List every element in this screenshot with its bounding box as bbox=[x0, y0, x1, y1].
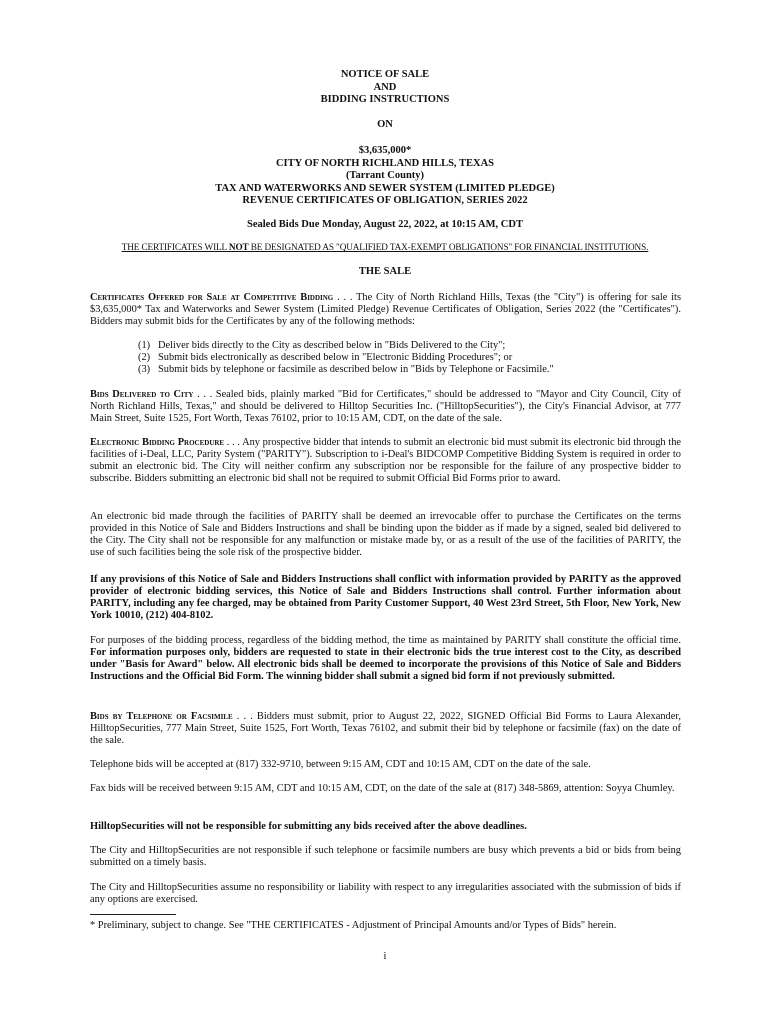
issue-title-block bbox=[0, 145, 770, 208]
notice-not: NOT bbox=[228, 242, 249, 252]
heading-bids-delivered: Bids Delivered to City bbox=[90, 389, 194, 400]
page-number: i bbox=[383, 951, 387, 962]
offered-body: . . . The City of North Richland Hills, Texas (the "City") is offering for sale its $3,635,000* Tax and Waterworks and Sewer System (Limited Pledge) Revenue Certificates of Obligation, Series 2022 (the "Certificates"). Bidders may submit bids for the Certificates by any of the following methods: bbox=[90, 292, 681, 328]
footnote-divider bbox=[90, 914, 176, 915]
list-item-text: Deliver bids directly to the City as described below in "Bids Delivered to the City"; bbox=[158, 340, 506, 351]
paragraph-bids-delivered bbox=[90, 389, 681, 425]
list-item-text: Submit bids electronically as described below in "Electronic Bidding Procedures"; or bbox=[158, 352, 513, 364]
paragraph-fax-hours: Fax bids will be received between 9:15 AM, CDT and 10:15 AM, CDT, on the date of the sale at (817) 348-5869, attention: Soyya Chumley. bbox=[90, 783, 675, 794]
delivered-body: . . . Sealed bids, plainly marked "Bid for Certificates," should be addressed to "Mayor and City Council, City of North Richland Hills, Texas," and should be delivered to Hilltop Securities Inc. ("HilltopSecurities"), the City's Financial Advisor, at 777 Main Street, Suite 1525, Fort Worth, Texas 76102, prior to 10:15 AM, CDT, on the date of the sale. bbox=[90, 389, 682, 425]
heading-electronic-bidding: Electronic Bidding Procedure bbox=[90, 437, 225, 448]
paragraph-busy-numbers: The City and HilltopSecurities are not responsible if such telephone or facsimile numbers are busy which prevents a bid or bids from being submitted on a timely basis. bbox=[90, 845, 681, 869]
paragraph-irrevocable-offer: An electronic bid made through the facilities of PARITY shall be deemed an irrevocable offer to purchase the Certificates on the terms provided in this Notice of Sale and Bidders Instructions and shall be binding upon the bidder as if made by a signed, sealed bid delivered to the City. The City shall not be responsible for any malfunction or mistake made by, or as a result of the use of the facilities of PARITY, the use of such facilities being the sole risk of the prospective bidder. bbox=[90, 511, 681, 559]
notice-post: BE DESIGNATED AS "QUALIFIED TAX-EXEMPT OBLIGATIONS" FOR FINANCIAL INSTITUTIONS. bbox=[248, 242, 649, 252]
footnote-preliminary: * Preliminary, subject to change. See "THE CERTIFICATES - Adjustment of Principal Amounts and/or Types of Bids" herein. bbox=[90, 920, 617, 931]
official-time-bold: For information purposes only, bidders are requested to state in their electronic bids the true interest cost to the City, as described under "Basis for Award" below. All electronic bids shall be deemed to incorporate the provisions of this Notice of Sale and Bidders Instructions and the Official Bid Form. The winning bidder shall submit a signed bid form if not previously submitted. bbox=[90, 647, 681, 683]
issuer-name: CITY OF NORTH RICHLAND HILLS, TEXAS bbox=[275, 157, 495, 169]
paragraph-telephone-hours: Telephone bids will be accepted at (817) 332-9710, between 9:15 AM, CDT and 10:15 AM, CDT on the date of the sale. bbox=[90, 759, 591, 770]
notice-pre: THE CERTIFICATES WILL bbox=[121, 242, 229, 252]
paragraph-parity-conflict: If any provisions of this Notice of Sale and Bidders Instructions shall conflict with information provided by PARITY as the approved provider of electronic bidding services, this Notice of Sale and Bidders Instructions shall control. Further information about PARITY, including any fee charged, may be obtained from Parity Customer Support, 40 West 23rd Street, 5th Floor, New York, New York 10010, (212) 404-8102. bbox=[90, 574, 681, 622]
paragraph-electronic-bidding bbox=[90, 437, 681, 485]
notice-title-block bbox=[0, 69, 770, 107]
telephone-body: . . . Bidders must submit, prior to August 22, 2022, SIGNED Official Bid Forms to Laura Alexander, HilltopSecurities, 777 Main Street, Suite 1525, Fort Worth, Texas 76102, and submit their bid by telephone or facsimile (fax) on the date of the sale. bbox=[90, 711, 681, 747]
title-and: AND bbox=[373, 81, 397, 93]
list-item-number: (3) bbox=[138, 364, 151, 376]
bid-due-date: Sealed Bids Due Monday, August 22, 2022, at 10:15 AM, CDT bbox=[247, 219, 523, 230]
issue-title-line2: REVENUE CERTIFICATES OF OBLIGATION, SERIES 2022 bbox=[242, 195, 528, 206]
bid-methods-list bbox=[138, 340, 698, 376]
qualified-tax-exempt-notice bbox=[0, 242, 770, 252]
paragraph-irregularities: The City and HilltopSecurities assume no responsibility or liability with respect to any irregularities associated with the submission of bids if any options are exercised. bbox=[90, 882, 681, 906]
issuer-county: (Tarrant County) bbox=[345, 170, 425, 181]
paragraph-certificates-offered bbox=[90, 292, 681, 328]
official-time-text: For purposes of the bidding process, regardless of the bidding method, the time as maintained by PARITY shall constitute the official time. bbox=[90, 635, 681, 646]
heading-certificates-offered: Certificates Offered for Sale at Competitive Bidding bbox=[90, 292, 334, 303]
issue-amount: $3,635,000* bbox=[358, 145, 412, 156]
section-title-the-sale: THE SALE bbox=[358, 266, 412, 277]
title-bidding-instructions: BIDDING INSTRUCTIONS bbox=[320, 94, 450, 105]
list-item bbox=[138, 364, 698, 376]
paragraph-deadline-notice: HilltopSecurities will not be responsible for submitting any bids received after the above deadlines. bbox=[90, 821, 527, 832]
list-item bbox=[138, 352, 698, 364]
heading-bids-by-telephone: Bids by Telephone or Facsimile bbox=[90, 711, 233, 722]
issue-title-line1: TAX AND WATERWORKS AND SEWER SYSTEM (LIMITED PLEDGE) bbox=[215, 182, 555, 194]
list-item bbox=[138, 340, 698, 352]
title-on: ON bbox=[377, 119, 393, 130]
list-item-number: (1) bbox=[138, 340, 151, 351]
paragraph-bids-by-telephone bbox=[90, 711, 681, 747]
title-notice-of-sale: NOTICE OF SALE bbox=[340, 69, 430, 80]
list-item-text: Submit bids by telephone or facsimile as described below in "Bids by Telephone or Facsimile." bbox=[158, 364, 554, 376]
electronic-body: . . . Any prospective bidder that intends to submit an electronic bid must submit its electronic bid through the facilities of i-Deal, LLC, Parity System ("PARITY"). Subscription to i-Deal's BIDCOMP Competitive Bidding System is required in order to submit an electronic bid. The City will neither confirm any subscription nor be responsible for the failure of any prospective bidder to subscribe. Bidders submitting an electronic bid shall not be required to submit Official Bid Forms prior to award. bbox=[90, 437, 682, 485]
paragraph-official-time bbox=[90, 635, 681, 683]
list-item-number: (2) bbox=[138, 352, 151, 364]
